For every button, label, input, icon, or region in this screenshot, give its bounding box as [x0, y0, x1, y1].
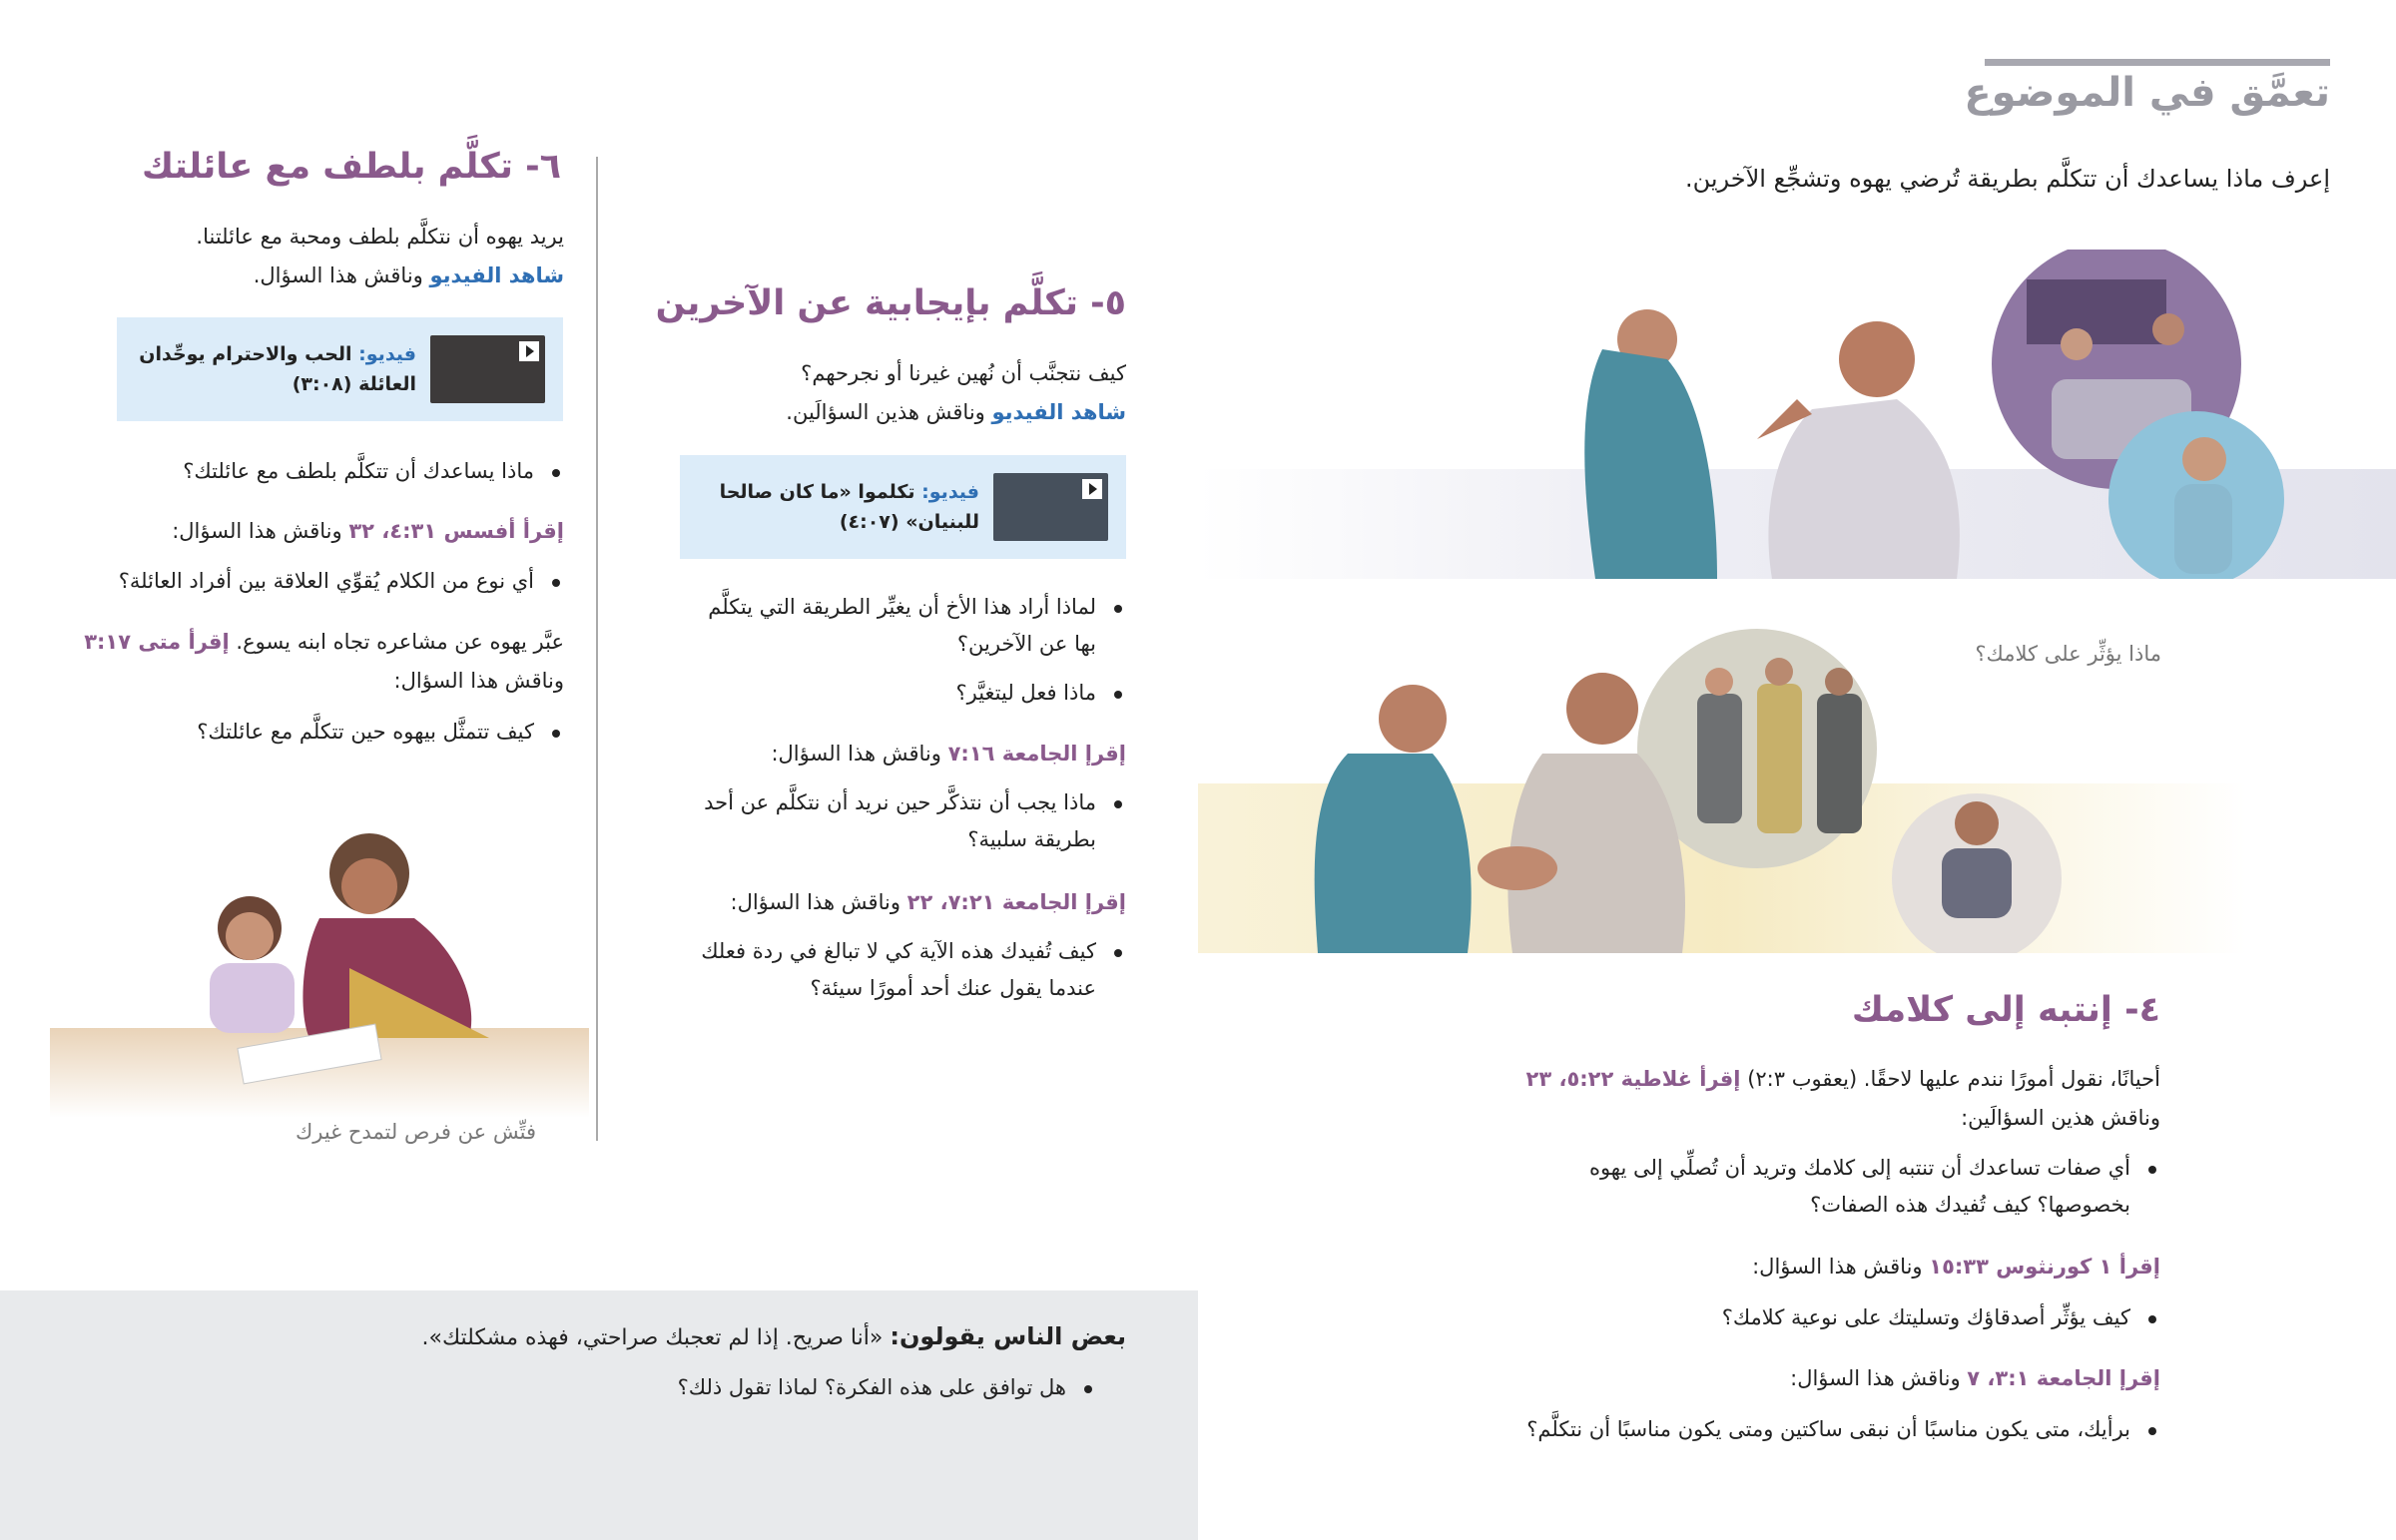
section4-questions-3: [1462, 1411, 2160, 1460]
section5-question-1: لماذا أراد هذا الأخ أن يغيِّر الطريقة التي يتكلَّم بها عن الآخرين؟: [687, 589, 1126, 663]
section4-intro-text: أحيانًا، نقول أمورًا نندم عليها لاحقًا. (يعقوب ٢:٣): [1747, 1067, 2160, 1091]
section4-questions-2: [1561, 1299, 2160, 1348]
illustration-mother-child: [50, 798, 589, 1118]
section5-intro-text: كيف نتجنَّب أن نُهين غيرنا أو نجرحهم؟: [801, 361, 1126, 385]
section6-para-2-prompt: وناقش هذا السؤال:: [393, 669, 564, 693]
section6-question-1: ماذا يساعدك أن تتكلَّم بلطف مع عائلتك؟: [125, 453, 564, 490]
play-icon[interactable]: [1082, 479, 1102, 499]
section6-question-3: كيف تتمثَّل بيهوه حين تتكلَّم مع عائلتك؟: [125, 714, 564, 751]
section6-intro: [196, 218, 564, 295]
some-people-say-quote: «أنا صريح. إذا لم تعجبك صراحتي، فهذه مشكلتك».: [421, 1325, 884, 1350]
section6-video-title-text[interactable]: الحب والاحترام يوحِّدان العائلة (٣:٠٨): [139, 343, 416, 395]
intro-text: إعرف ماذا يساعدك أن تتكلَّم بطريقة تُرضي يهوه وتشجِّع الآخرين.: [1684, 165, 2330, 193]
section5-scripture-link-ecclesiastes-1[interactable]: إقرإ الجامعة ٧:١٦: [947, 742, 1126, 766]
some-people-say-label: بعض الناس يقولون:: [890, 1322, 1126, 1350]
section6-scripture-link-ephesians[interactable]: إقرأ أفسس ٤:٣١، ٣٢: [348, 519, 564, 543]
section6-questions-2: [45, 563, 564, 612]
section4-intro: [1202, 1060, 2160, 1138]
section6-video-card[interactable]: [117, 317, 563, 421]
video-thumbnail[interactable]: [993, 473, 1108, 541]
section4-read-3: [1790, 1359, 2160, 1398]
illustration-argument: [1198, 250, 2396, 579]
section6-read-1-prompt: وناقش هذا السؤال:: [172, 519, 342, 543]
section6-questions-3: [125, 714, 564, 763]
section5-question-3: ماذا يجب أن نتذكَّر حين نريد أن نتكلَّم عن أحد بطريقة سلبية؟: [637, 784, 1126, 858]
section4-questions-1: [1561, 1150, 2160, 1236]
section5-questions-1: [687, 589, 1126, 724]
section5-read-2: [731, 883, 1126, 922]
header-rule: [1985, 59, 2330, 66]
section6-heading: ٦- تكلَّم بلطف مع عائلتك: [141, 147, 561, 187]
some-people-say-line: [422, 1317, 1126, 1357]
section5-questions-2: [637, 784, 1126, 870]
section5-question-4: كيف تُفيدك هذه الآية كي لا تبالغ في ردة فعلك عندما يقول عنك أحد أمورًا سيئة؟: [687, 933, 1126, 1007]
video-label: فيديو:: [358, 343, 416, 365]
section6-questions-1: [125, 453, 564, 502]
section6-intro-text: يريد يهوه أن نتكلَّم بلطف ومحبة مع عائلتنا.: [196, 225, 564, 249]
section5-video-title: [698, 477, 979, 537]
video-thumbnail[interactable]: [430, 335, 545, 403]
section5-read-2-prompt: وناقش هذا السؤال:: [730, 890, 900, 914]
illustration-kind-talk: [1198, 624, 2396, 953]
section4-question-2: كيف يؤثِّر أصدقاؤك وتسليتك على نوعية كلامك؟: [1561, 1299, 2160, 1336]
section5-video-title-text[interactable]: تكلموا «ما كان صالحا للبنيان» (٤:٠٧): [719, 481, 979, 533]
section5-watch-video-link[interactable]: شاهد الفيديو: [991, 400, 1126, 424]
illustration-caption-praise: فتِّش عن فرص لتمدح غيرك: [295, 1120, 536, 1144]
section4-heading: ٤- إنتبه إلى كلامك: [1851, 990, 2160, 1030]
section4-read-2: [1752, 1248, 2160, 1286]
section6-para-2-text: عبَّر يهوه عن مشاعره تجاه ابنه يسوع.: [236, 630, 564, 654]
video-label: فيديو:: [921, 481, 979, 503]
column-divider: [596, 157, 598, 1141]
section4-scripture-link-galatians[interactable]: إقرأ غلاطية ٥:٢٢، ٢٣: [1525, 1067, 1741, 1091]
section6-question-2: أي نوع من الكلام يُقوِّي العلاقة بين أفراد العائلة؟: [45, 563, 564, 600]
section6-video-title: [135, 339, 416, 399]
illustration-caption-speech: ماذا يؤثِّر على كلامك؟: [1975, 642, 2161, 666]
section6-scripture-link-matthew[interactable]: إقرأ متى ٣:١٧: [84, 630, 230, 654]
section6-para-2: [84, 623, 564, 701]
section5-question-2: ماذا فعل ليتغيَّر؟: [687, 675, 1126, 712]
section5-intro: [786, 354, 1126, 432]
section4-scripture-link-corinthians[interactable]: إقرأ ١ كورنثوس ١٥:٣٣: [1929, 1255, 2160, 1279]
section4-read-3-prompt: وناقش هذا السؤال:: [1790, 1366, 1961, 1390]
section5-questions-3: [687, 933, 1126, 1019]
section4-question-1: أي صفات تساعدك أن تنتبه إلى كلامك وتريد أن تُصلِّي إلى يهوه بخصوصها؟ كيف تُفيدك هذه الصفات؟: [1561, 1150, 2160, 1224]
some-people-say-questions: [597, 1369, 1096, 1418]
section5-read-1-prompt: وناقش هذا السؤال:: [771, 742, 941, 766]
section4-scripture-link-ecclesiastes[interactable]: إقرإ الجامعة ٣:١، ٧: [1967, 1366, 2160, 1390]
section6-watch-video-prompt: وناقش هذا السؤال.: [253, 263, 423, 287]
section4-question-3: برأيك، متى يكون مناسبًا أن نبقى ساكتين ومتى يكون مناسبًا أن نتكلَّم؟: [1462, 1411, 2160, 1448]
section5-read-1: [771, 735, 1126, 773]
page-title: تعمَّق في الموضوع: [1964, 70, 2330, 116]
play-icon[interactable]: [519, 341, 539, 361]
section4-intro-question-prompt: وناقش هذين السؤالَين:: [1961, 1106, 2160, 1130]
section6-watch-video-link[interactable]: شاهد الفيديو: [429, 263, 564, 287]
section5-watch-video-prompt: وناقش هذين السؤالَين.: [786, 400, 985, 424]
section6-read-1: [172, 512, 564, 551]
section5-video-card[interactable]: [680, 455, 1126, 559]
some-people-say-question-1: هل توافق على هذه الفكرة؟ لماذا تقول ذلك؟: [597, 1369, 1096, 1406]
section4-read-2-prompt: وناقش هذا السؤال:: [1752, 1255, 1923, 1279]
section5-scripture-link-ecclesiastes-2[interactable]: إقرإ الجامعة ٧:٢١، ٢٢: [906, 890, 1126, 914]
section5-heading: ٥- تكلَّم بإيجابية عن الآخرين: [655, 283, 1126, 323]
